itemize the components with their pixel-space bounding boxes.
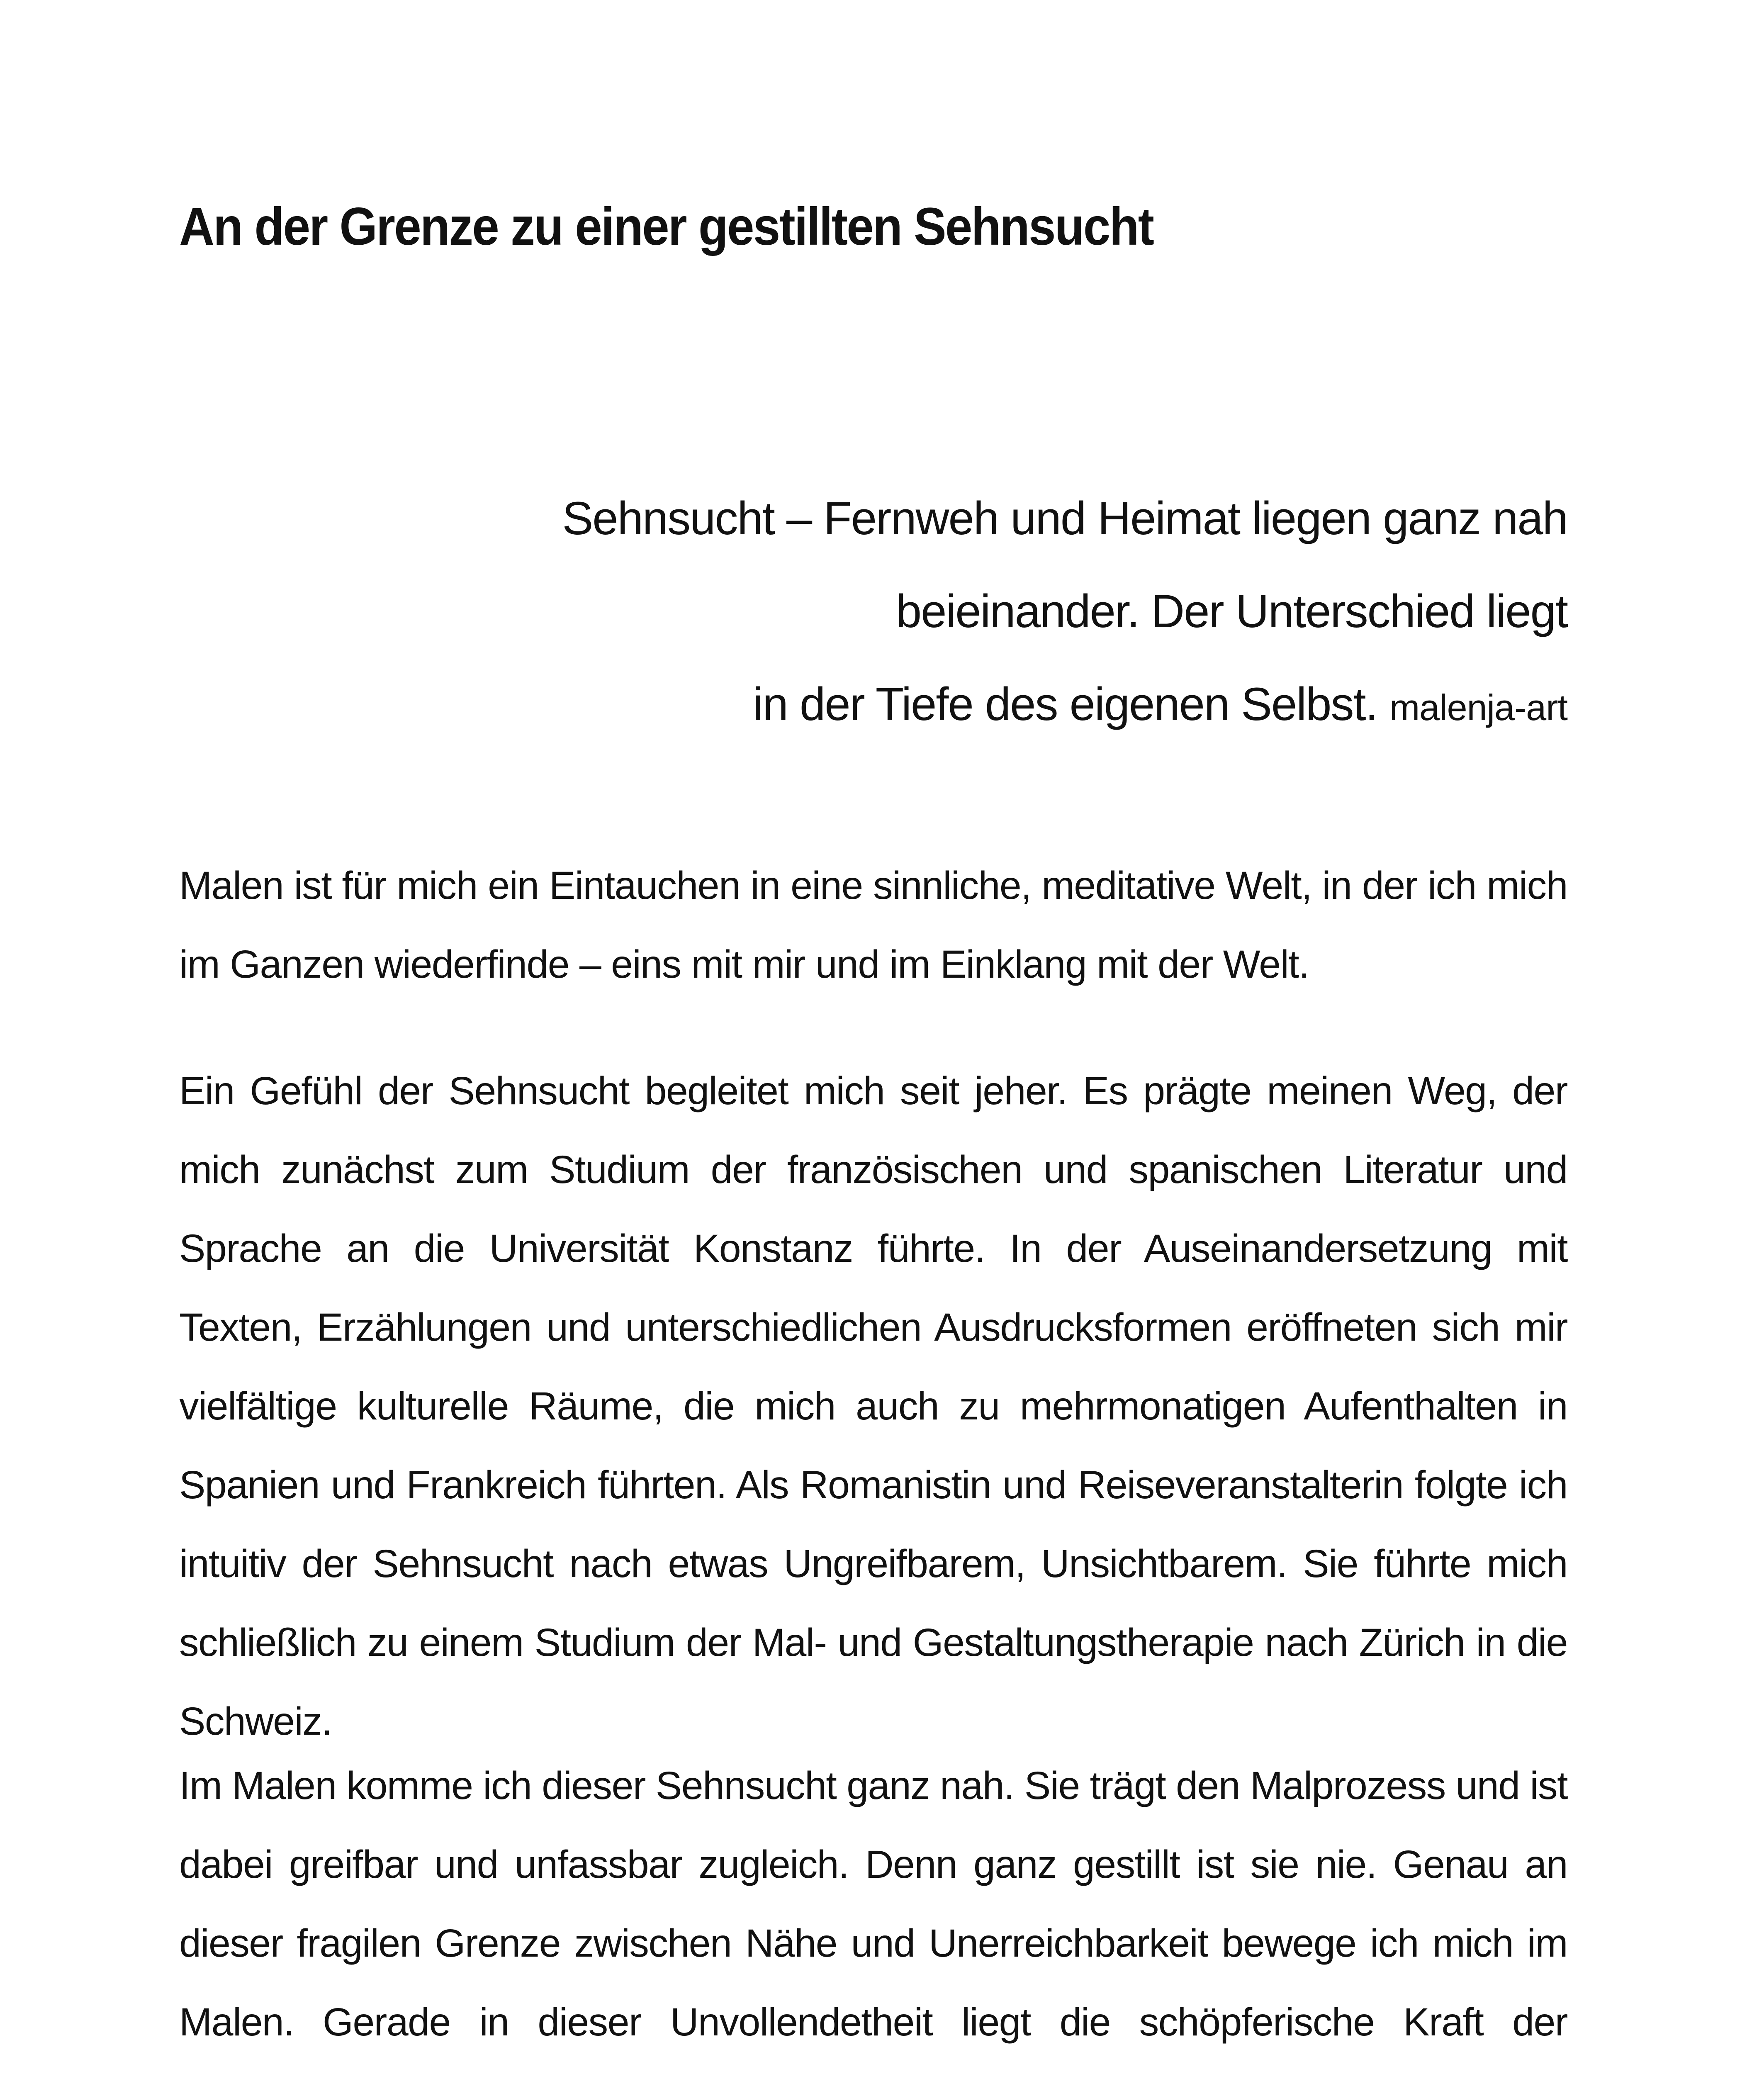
motto-line-3 <box>323 658 1567 754</box>
motto-line-3-text: in der Tiefe des eigenen Selbst. <box>753 678 1377 730</box>
motto-line-2: beieinander. Der Unterschied liegt <box>895 585 1567 637</box>
body-paragraph-1: Malen ist für mich ein Eintauchen in eine sinnliche, meditative Welt, in der ich mich im Ganzen wiederfinde – eins mit mir und im Einklang mit der Welt. <box>179 864 1567 986</box>
body-paragraph-2: Ein Gefühl der Sehnsucht begleitet mich seit jeher. Es prägte meinen Weg, der mich zunächst zum Studium der französischen und spanischen Literatur und Sprache an die Universität Konstanz führte. In der Auseinandersetzung mit Texten, Erzählungen und unterschiedlichen Ausdrucksformen eröffneten sich mir vielfältige kulturelle Räume, die mich auch zu mehrmonatigen Aufenthalten in Spanien und Frankreich führten. Als Romanistin und Reiseveranstalterin folgte ich intuitiv der Sehnsucht nach etwas Ungreifbarem, Unsichtbarem. Sie führte mich schließlich zu einem Studium der Mal- und Gestaltungstherapie nach Zürich in die Schweiz. <box>179 1069 1567 1743</box>
motto-quote <box>323 472 1567 754</box>
page-title: An der Grenze zu einer gestillten Sehnsucht <box>179 197 1153 256</box>
motto-line-1: Sehnsucht – Fernweh und Heimat liegen ganz nah <box>562 492 1567 544</box>
motto-author: malenja-art <box>1389 687 1567 728</box>
body-paragraph-3: Im Malen komme ich dieser Sehnsucht ganz nah. Sie trägt den Malprozess und ist dabei greifbar und unfassbar zugleich. Denn ganz gestillt ist sie nie. Genau an dieser fragilen Grenze zwischen Nähe und Unerreichbarkeit bewege ich mich im Malen. Gerade in dieser Unvollendetheit liegt die schöpferische Kraft der <box>179 1764 1567 2044</box>
